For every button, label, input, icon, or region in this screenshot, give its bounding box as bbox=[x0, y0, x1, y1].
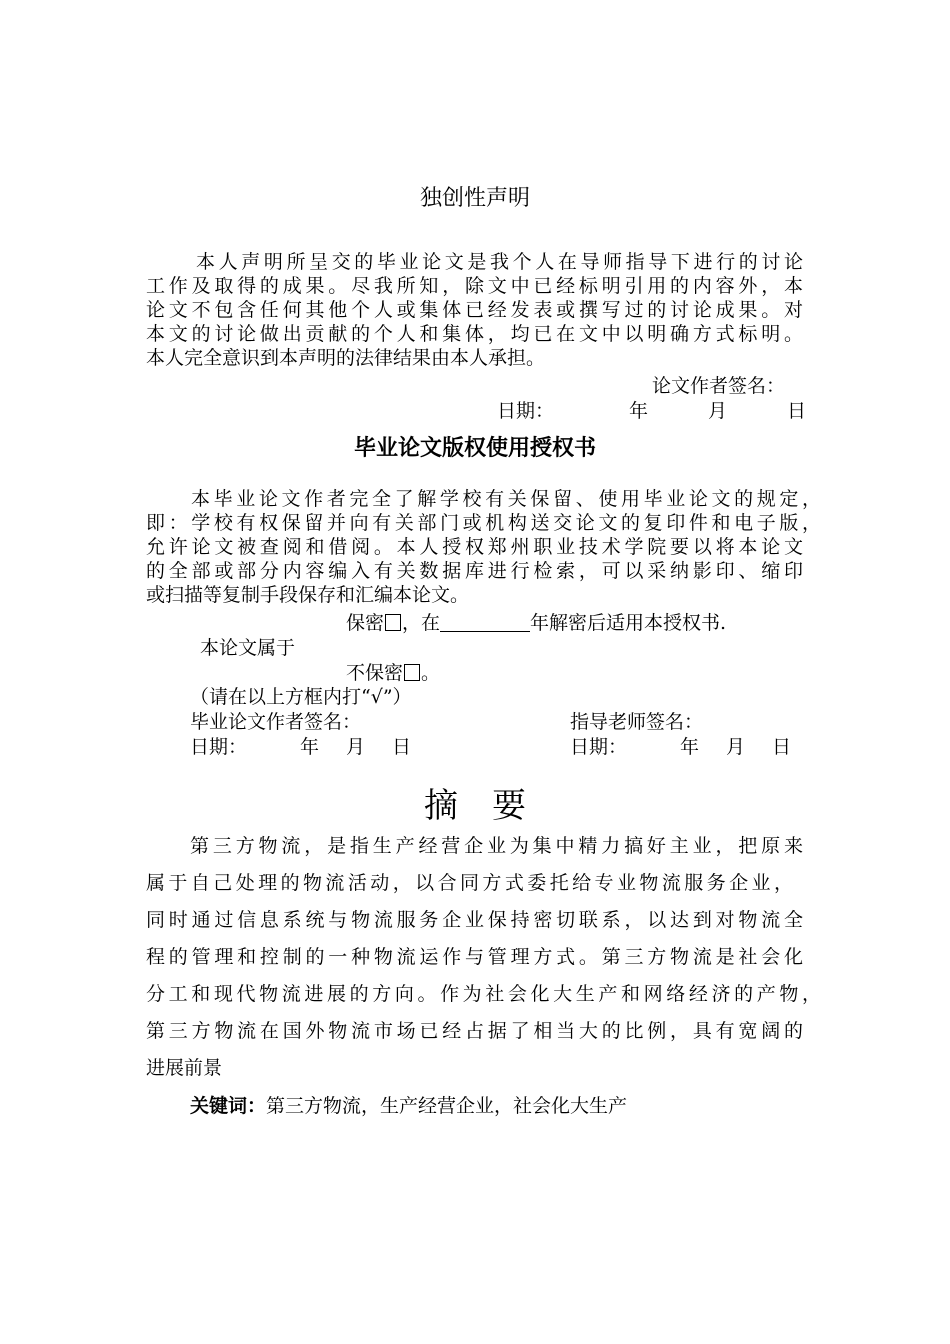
secret-year-blank[interactable] bbox=[440, 613, 530, 632]
belongs-label: 本论文属于 bbox=[200, 637, 296, 659]
abstract-line: 分工和现代物流进展的方向。作为社会化大生产和网络经济的产物， bbox=[146, 983, 821, 1005]
author-date-month: 月 bbox=[346, 736, 366, 758]
secret-label: 保密 bbox=[346, 612, 385, 634]
keywords-text: 第三方物流，生产经营企业，社会化大生产 bbox=[266, 1095, 628, 1117]
not-secret-end: 。 bbox=[421, 662, 441, 684]
secret-suffix: 年解密后适用本授权书. bbox=[530, 612, 727, 634]
abstract-line: 第三方物流在国外物流市场已经占据了相当大的比例，具有宽阔的 bbox=[146, 1020, 803, 1042]
abstract-line: 第三方物流，是指生产经营企业为集中精力搞好主业，把原来 bbox=[190, 835, 803, 857]
not-secret-label: 不保密 bbox=[346, 662, 404, 684]
not-secret-option bbox=[346, 661, 440, 685]
checkbox-instruction: （请在以上方框内打“√”） bbox=[190, 686, 412, 708]
keywords-label: 关键词： bbox=[190, 1095, 267, 1117]
declaration-line: 本人完全意识到本声明的法律结果由本人承担。 bbox=[146, 347, 546, 369]
abstract-body bbox=[146, 828, 821, 1087]
author-signature-label: 毕业论文作者签名： bbox=[190, 711, 362, 733]
declaration-signature-label: 论文作者签名： bbox=[652, 375, 786, 397]
abstract-line: 进展前景 bbox=[146, 1057, 223, 1079]
author-date-day: 日 bbox=[392, 736, 412, 758]
abstract-line: 程的管理和控制的一种物流运作与管理方式。第三方物流是社会化 bbox=[146, 946, 803, 968]
abstract-line: 属于自己处理的物流活动，以合同方式委托给专业物流服务企业， bbox=[146, 872, 793, 894]
declaration-line: 工作及取得的成果。尽我所知，除文中已经标明引用的内容外，本 bbox=[146, 275, 803, 297]
authorization-title: 毕业论文版权使用授权书 bbox=[353, 436, 596, 461]
declaration-year: 年 bbox=[629, 400, 649, 422]
abstract-line: 同时通过信息系统与物流服务企业保持密切联系，以达到对物流全 bbox=[146, 909, 803, 931]
keywords-row bbox=[190, 1088, 627, 1125]
advisor-date-label: 日期： bbox=[570, 736, 628, 758]
declaration-month: 月 bbox=[708, 400, 728, 422]
authorization-body bbox=[146, 487, 821, 607]
author-date-label: 日期： bbox=[190, 736, 248, 758]
authorization-line: 即：学校有权保留并向有关部门或机构送交论文的复印件和电子版， bbox=[146, 512, 821, 534]
authorization-line: 的全部或部分内容编入有关数据库进行检索，可以采纳影印、缩印 bbox=[146, 560, 803, 582]
advisor-date-month: 月 bbox=[726, 736, 746, 758]
declaration-day: 日 bbox=[787, 400, 807, 422]
secret-checkbox[interactable] bbox=[385, 614, 401, 631]
authorization-line: 允许论文被查阅和借阅。本人授权郑州职业技术学院要以将本论文 bbox=[146, 536, 803, 558]
secret-option bbox=[346, 611, 726, 635]
authorization-line: 或扫描等复制手段保存和汇编本论文。 bbox=[146, 584, 470, 606]
declaration-body bbox=[146, 250, 803, 370]
advisor-signature-label: 指导老师签名： bbox=[570, 711, 704, 733]
secret-mid: ，在 bbox=[402, 612, 441, 634]
declaration-line: 本人声明所呈交的毕业论文是我个人在导师指导下进行的讨论 bbox=[196, 251, 803, 273]
not-secret-checkbox[interactable] bbox=[404, 664, 420, 681]
abstract-title: 摘 要 bbox=[424, 786, 526, 826]
declaration-line: 论文不包含任何其他个人或集体已经发表或撰写过的讨论成果。对 bbox=[146, 299, 803, 321]
declaration-date-label: 日期： bbox=[497, 400, 555, 422]
authorization-line: 本毕业论文作者完全了解学校有关保留、使用毕业论文的规定， bbox=[191, 488, 821, 510]
author-date-year: 年 bbox=[300, 736, 320, 758]
declaration-line: 本文的讨论做出贡献的个人和集体，均已在文中以明确方式标明。 bbox=[146, 323, 803, 345]
advisor-date-day: 日 bbox=[772, 736, 792, 758]
declaration-title: 独创性声明 bbox=[419, 186, 530, 211]
advisor-date-year: 年 bbox=[680, 736, 700, 758]
